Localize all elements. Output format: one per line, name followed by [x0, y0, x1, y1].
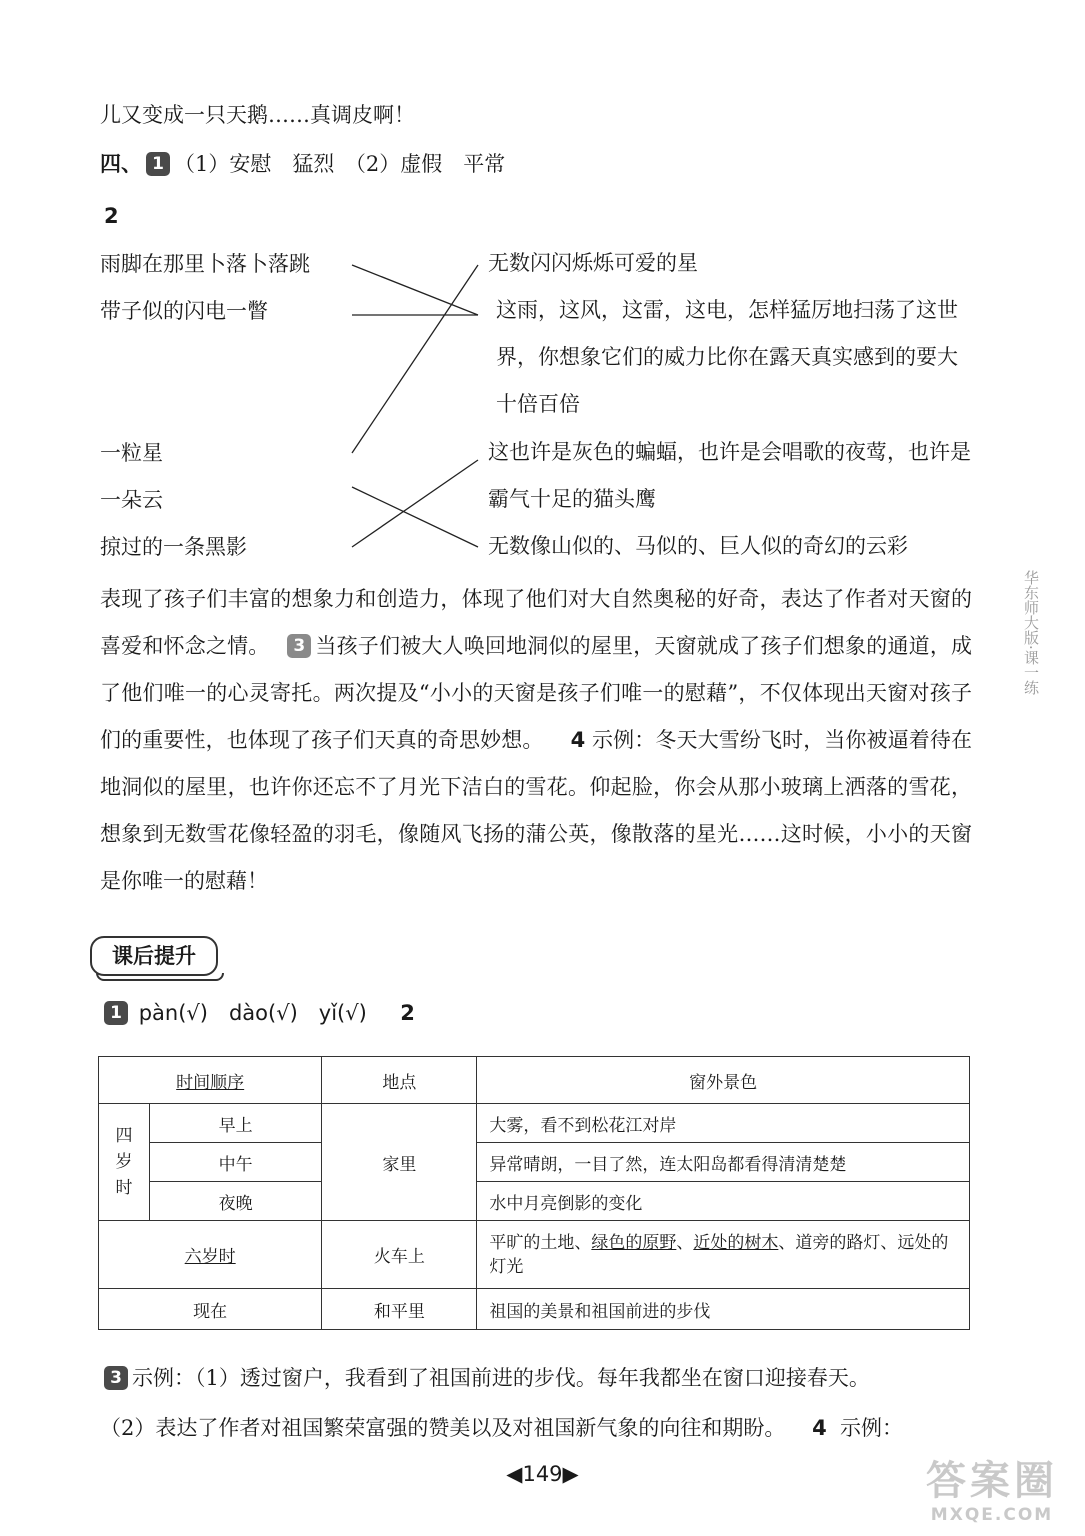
question-number-badge: 3 — [287, 634, 311, 658]
match-line — [352, 265, 478, 315]
match-left-item: 带子似的闪电一瞥 — [100, 299, 268, 323]
table-header: 窗外景色 — [477, 1057, 970, 1104]
table-cell: 和平里 — [322, 1289, 477, 1330]
section-label: 四、 — [100, 152, 142, 176]
answer-q3: 当孩子们被大人唤回地洞似的屋里，天窗就成了孩子们想象的通道，成了他们唯一的心灵寄托。两次提及“小小的天窗是孩子们唯一的慰藉”，不仅体现出天窗对孩子们的重要性，也体现了孩子们天真的奇思妙想。 — [100, 634, 973, 752]
match-right-item: 这雨，这风，这雷，这电，怎样猛厉地扫荡了这世界，你想象它们的威力比你在露天真实感到的要大十倍百倍 — [496, 298, 958, 416]
question-number-badge: 3 — [104, 1366, 128, 1390]
match-right-item: 无数像山似的、马似的、巨人似的奇幻的云彩 — [488, 534, 908, 558]
question-number-badge: 1 — [146, 152, 170, 176]
q4-answer: 示例： — [840, 1416, 904, 1440]
table-row — [99, 1104, 970, 1143]
group-label: 四岁时 — [99, 1104, 150, 1221]
answer-q2-tail: 表现了孩子们丰富的想象力和创造力，体现了他们对大自然奥秘的好奇，表达了作者对天窗的喜爱和怀念之情。 — [100, 587, 972, 658]
scenery-table — [98, 1056, 970, 1330]
answer-paragraph — [100, 576, 972, 905]
table-cell: 家里 — [322, 1104, 477, 1221]
table-cell: 六岁时 — [99, 1221, 322, 1289]
matching-lines — [0, 0, 1085, 600]
table-row — [99, 1289, 970, 1330]
match-left-item: 一朵云 — [100, 488, 163, 512]
after-class-q3 — [100, 1364, 870, 1392]
match-line — [352, 487, 478, 547]
watermark-logo: 答案圈 MXQE.COM — [926, 1458, 1058, 1525]
section-four-q2-number: 2 — [104, 204, 119, 228]
question-number: 4 — [812, 1416, 827, 1440]
table-cell: 夜晚 — [150, 1182, 322, 1221]
question-number-badge: 1 — [104, 1001, 128, 1025]
match-line — [352, 460, 478, 547]
after-class-q1 — [100, 999, 415, 1027]
question-number: 2 — [400, 1001, 415, 1025]
table-cell: 火车上 — [322, 1221, 477, 1289]
table-cell: 平旷的土地、绿色的原野、近处的树木、道旁的路灯、远处的灯光 — [477, 1221, 970, 1289]
side-running-title: 华东师大版·课一练 — [1022, 570, 1040, 695]
continued-answer-line: 儿又变成一只天鹅……真调皮啊！ — [100, 103, 415, 127]
table-header: 时间顺序 — [99, 1057, 322, 1104]
q3-answer-part2: （2）表达了作者对祖国繁荣富强的赞美以及对祖国新气象的向往和期盼。 — [100, 1416, 786, 1440]
match-left-item: 雨脚在那里卜落卜落跳 — [100, 252, 310, 276]
after-class-q3-part2 — [100, 1414, 903, 1442]
match-line — [352, 265, 478, 453]
section-tag: 课后提升 — [90, 936, 218, 976]
q3-answer: 示例：（1）透过窗户，我看到了祖国前进的步伐。每年我都坐在窗口迎接春天。 — [132, 1366, 870, 1390]
table-cell: 水中月亮倒影的变化 — [477, 1182, 970, 1221]
match-left-item: 掠过的一条黑影 — [100, 535, 247, 559]
table-row — [99, 1221, 970, 1289]
match-right-item: 无数闪闪烁烁可爱的星 — [488, 251, 698, 275]
page-number: ◀149▶ — [506, 1462, 579, 1486]
answer-q4: 示例：冬天大雪纷飞时，当你被逼着待在地洞似的屋里，也许你还忘不了月光下洁白的雪花。仰起脸，你会从那小玻璃上洒落的雪花，想象到无数雪花像轻盈的羽毛，像随风飞扬的蒲公英，像散落的星光……这时候，小小的天窗是你唯一的慰藉！ — [100, 728, 973, 893]
table-header: 地点 — [322, 1057, 477, 1104]
table-cell: 中午 — [150, 1143, 322, 1182]
table-row — [99, 1182, 970, 1221]
table-row — [99, 1143, 970, 1182]
table-cell: 大雾，看不到松花江对岸 — [477, 1104, 970, 1143]
table-cell: 祖国的美景和祖国前进的步伐 — [477, 1289, 970, 1330]
table-cell: 现在 — [99, 1289, 322, 1330]
pinyin-answer: pàn(√) dào(√) yǐ(√) — [138, 1001, 367, 1025]
question-number: 4 — [570, 728, 586, 752]
match-right-item: 这也许是灰色的蝙蝠，也许是会唱歌的夜莺，也许是霸气十足的猫头鹰 — [488, 440, 971, 511]
q1-answer: （1）安慰 猛烈 （2）虚假 平常 — [174, 152, 506, 176]
table-cell: 异常晴朗，一目了然，连太阳岛都看得清清楚楚 — [477, 1143, 970, 1182]
table-cell: 早上 — [150, 1104, 322, 1143]
match-left-item: 一粒星 — [100, 441, 163, 465]
